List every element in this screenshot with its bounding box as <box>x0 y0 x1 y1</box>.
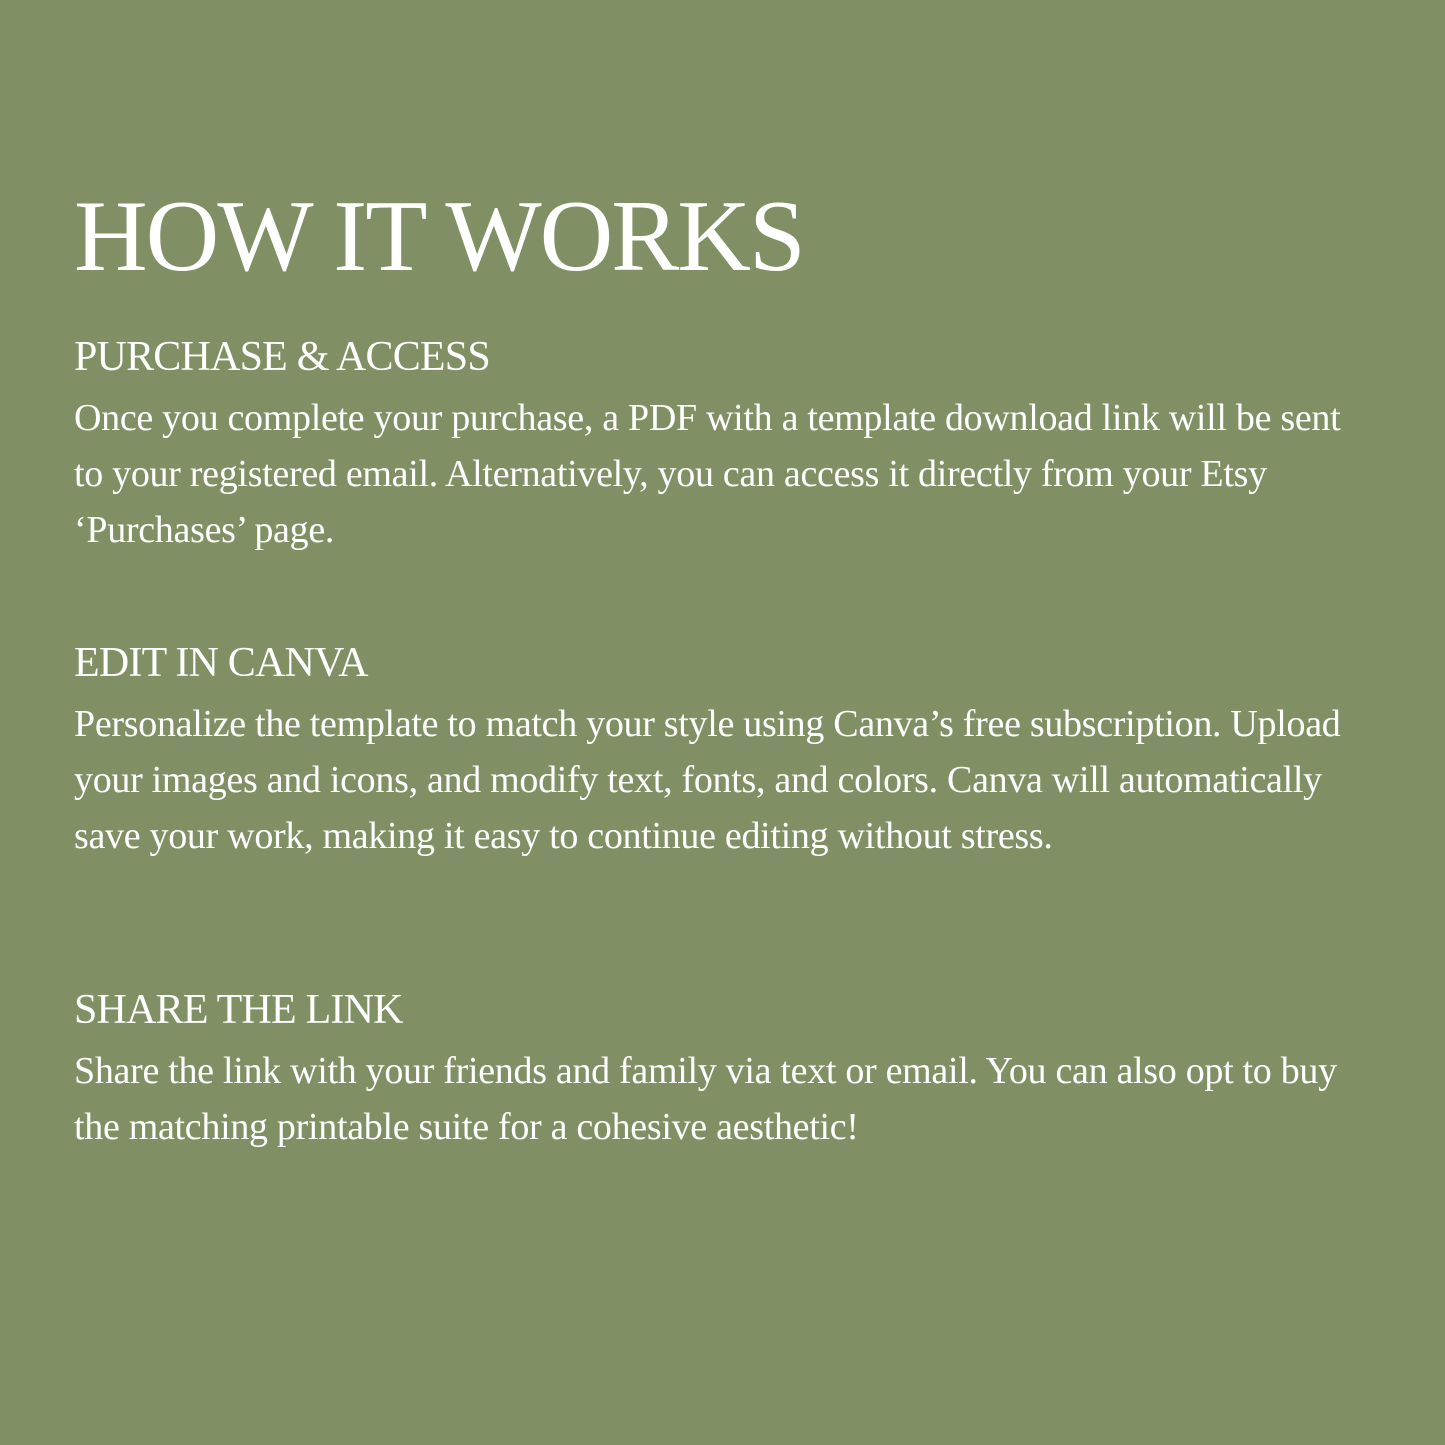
purchase-access-section <box>74 336 1364 558</box>
edit-in-canva-heading: EDIT IN CANVA <box>74 640 368 686</box>
purchase-access-description: Once you complete your purchase, a PDF with a template download link will be sent to your registered email. Alternatively, you can access it directly from your Etsy ‘Purchases’ page. <box>74 397 1341 551</box>
edit-in-canva-section <box>74 642 1364 864</box>
content-column <box>74 180 1364 1148</box>
share-the-link-section <box>74 989 1364 1155</box>
share-the-link-description: Share the link with your friends and family via text or email. You can also opt to buy the matching printable suite for a cohesive aesthetic! <box>74 1050 1337 1148</box>
purchase-access-heading: PURCHASE & ACCESS <box>74 334 490 380</box>
page-title: HOW IT WORKS <box>74 180 804 293</box>
share-the-link-heading: SHARE THE LINK <box>74 987 403 1033</box>
edit-in-canva-description: Personalize the template to match your style using Canva’s free subscription. Upload your images and icons, and modify text, fonts, and colors. Canva will automatically save your work, making it easy to continue editing without stress. <box>74 703 1341 857</box>
